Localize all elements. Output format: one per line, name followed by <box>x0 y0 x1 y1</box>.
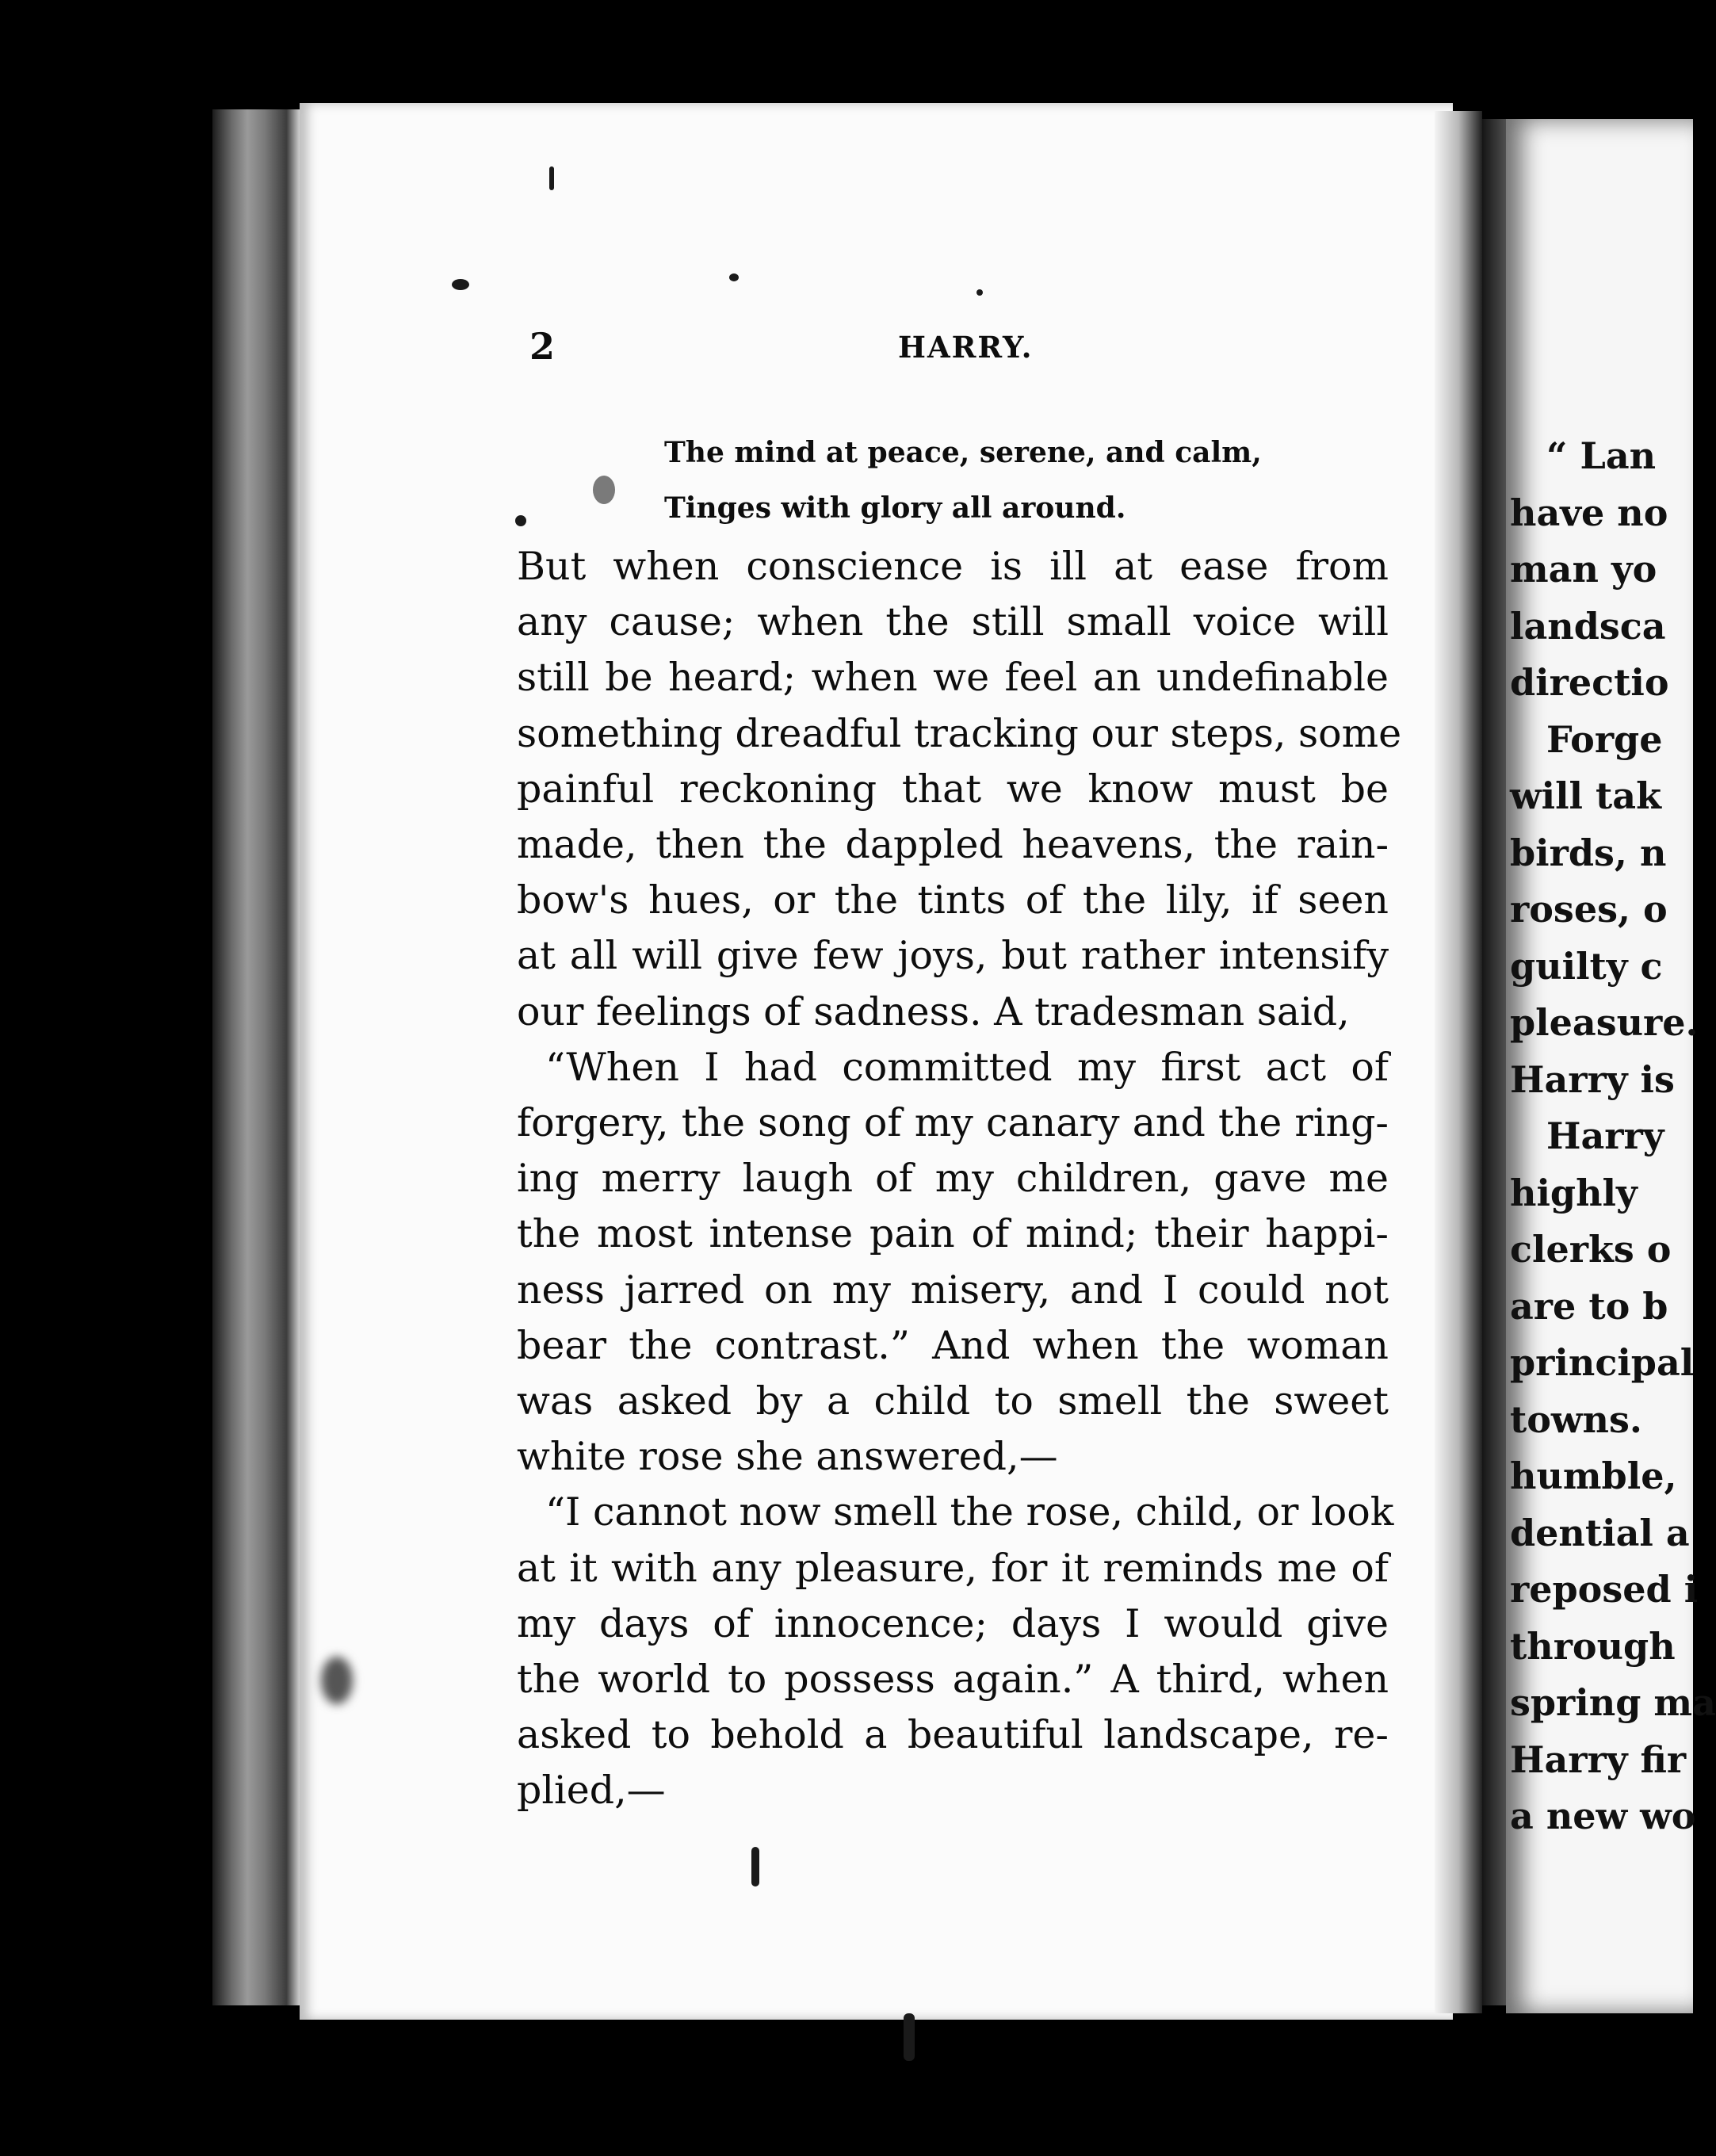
facing-text-line: roses, o <box>1510 888 1668 931</box>
text-line: the world to possess again.” A third, when <box>517 1657 1389 1703</box>
book-binding-edge <box>212 109 300 2005</box>
text-line: something dreadful tracking our steps, some <box>517 710 1402 756</box>
ink-speck <box>452 279 469 290</box>
facing-text-line: humble, <box>1510 1455 1677 1497</box>
facing-text-line: man yo <box>1510 548 1657 591</box>
left-page-fore-edge <box>1435 111 1482 2013</box>
paragraph-conscience <box>517 539 1402 1040</box>
facing-text-line: directio <box>1510 661 1669 704</box>
text-line: bow's hues, or the tints of the lily, if seen <box>517 877 1389 923</box>
verse-quotation <box>664 425 1262 536</box>
facing-text-line: reposed i <box>1510 1568 1699 1611</box>
running-title: HARRY. <box>898 330 1034 365</box>
ink-speck <box>549 166 554 190</box>
text-line: “When I had committed my first act of <box>545 1044 1389 1090</box>
ink-speck <box>515 515 526 526</box>
text-line: the most intense pain of mind; their happi- <box>517 1211 1389 1257</box>
text-line: ing merry laugh of my children, gave me <box>517 1156 1389 1202</box>
page-number: 2 <box>529 325 556 368</box>
text-line: any cause; when the still small voice will <box>517 599 1389 645</box>
facing-text-line: Forge <box>1546 717 1663 761</box>
text-line: asked to behold a beautiful landscape, re- <box>517 1712 1389 1758</box>
text-line: bear the contrast.” And when the woman <box>517 1322 1389 1368</box>
ink-speck <box>729 273 739 281</box>
text-line: forgery, the song of my canary and the ring- <box>517 1100 1389 1146</box>
facing-text-line: principal <box>1510 1341 1695 1384</box>
text-line: still be heard; when we feel an undefinable <box>517 655 1389 701</box>
facing-text-line: birds, n <box>1510 831 1667 874</box>
page-header <box>529 325 1401 373</box>
facing-text-line: Harry is <box>1510 1057 1675 1101</box>
facing-text-line: towns. <box>1510 1397 1642 1441</box>
verse-line: Tinges with glory all around. <box>664 491 1126 525</box>
facing-text-line: highly <box>1510 1171 1638 1214</box>
text-line: plied,— <box>517 1768 666 1814</box>
ink-speck <box>976 289 983 296</box>
ink-speck <box>593 476 615 504</box>
facing-text-line: will tak <box>1510 774 1661 817</box>
ink-speck <box>904 2013 915 2061</box>
facing-text-line: Harry <box>1546 1114 1664 1157</box>
text-line: at all will give few joys, but rather intensify <box>517 933 1389 979</box>
verse-line: The mind at peace, serene, and calm, <box>664 436 1262 469</box>
text-line: made, then the dappled heavens, the rain- <box>517 822 1389 868</box>
facing-text-line: a new wo <box>1510 1795 1696 1837</box>
text-line: at it with any pleasure, for it reminds me of <box>517 1545 1389 1591</box>
facing-text-line: guilty c <box>1510 944 1663 988</box>
facing-text-line: are to b <box>1510 1284 1668 1328</box>
text-line: painful reckoning that we know must be <box>517 766 1389 812</box>
ink-speck <box>751 1847 759 1886</box>
text-line: ness jarred on my misery, and I could not <box>517 1267 1389 1313</box>
text-line: But when conscience is ill at ease from <box>517 544 1389 589</box>
facing-text-line: clerks o <box>1510 1228 1672 1271</box>
facing-page-text <box>1510 428 1716 1845</box>
facing-text-line: “ Lan <box>1546 434 1657 477</box>
text-line: “I cannot now smell the rose, child, or look <box>545 1489 1394 1535</box>
text-line: my days of innocence; days I would give <box>517 1600 1389 1646</box>
body-text <box>517 539 1402 1819</box>
facing-text-line: pleasure. <box>1510 1001 1699 1044</box>
ink-speck <box>321 1657 353 1704</box>
text-line: white rose she answered,— <box>517 1434 1058 1480</box>
facing-text-line: Harry fir <box>1510 1737 1687 1781</box>
facing-text-line: spring ma <box>1510 1681 1716 1724</box>
paragraph-rose-quote <box>517 1485 1394 1818</box>
facing-text-line: have no <box>1510 491 1668 534</box>
text-line: was asked by a child to smell the sweet <box>517 1378 1389 1424</box>
facing-text-line: through <box>1510 1624 1676 1668</box>
paragraph-tradesman-quote <box>517 1040 1389 1485</box>
facing-text-line: dential a <box>1510 1511 1690 1554</box>
text-line: our feelings of sadness. A tradesman said, <box>517 988 1350 1034</box>
facing-text-line: landsca <box>1510 604 1666 648</box>
